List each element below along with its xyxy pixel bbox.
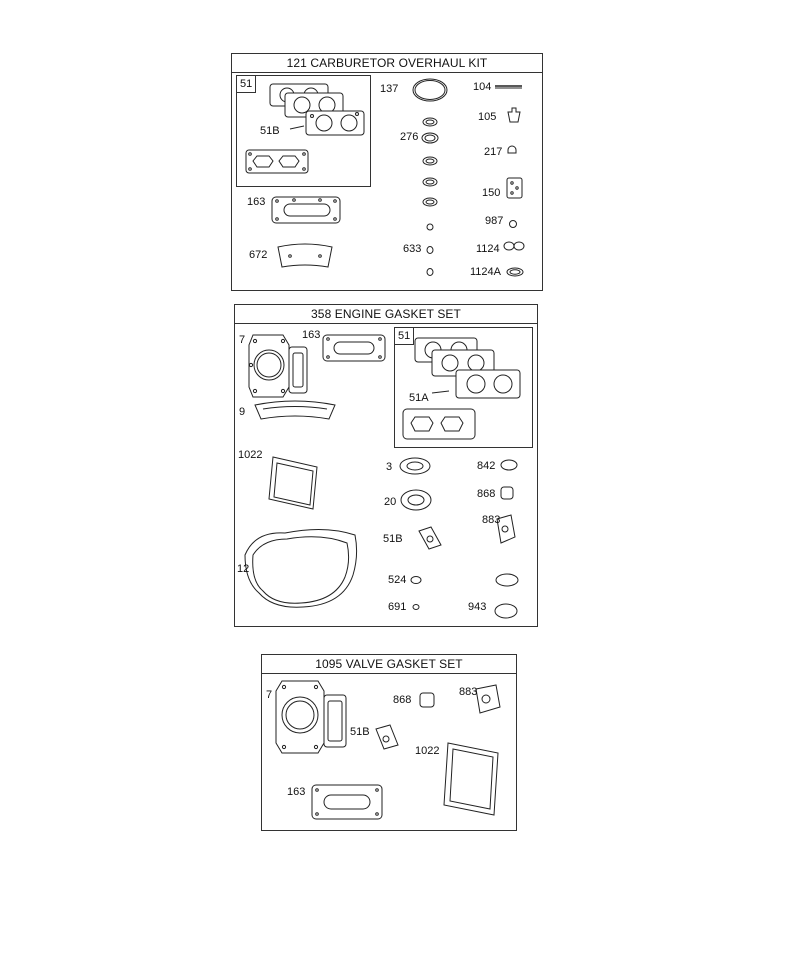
callout-883-c: 883 xyxy=(459,686,478,698)
callout-633: 633 xyxy=(403,243,422,255)
part-217 xyxy=(508,146,516,153)
callout-105: 105 xyxy=(478,111,497,123)
callout-1124: 1124 xyxy=(476,243,500,255)
callout-1022: 1022 xyxy=(238,449,263,461)
head-gasket-7-drawing-2 xyxy=(276,681,346,753)
part-9 xyxy=(255,401,335,419)
callout-1022-c: 1022 xyxy=(415,745,440,757)
callout-883: 883 xyxy=(482,514,501,526)
needle-105 xyxy=(508,108,520,122)
callout-3: 3 xyxy=(386,461,393,473)
callout-868-c: 868 xyxy=(393,694,412,706)
valve-cover-gasket-1022-drawing xyxy=(269,457,317,509)
part-150 xyxy=(507,178,522,198)
carb-base-gasket-drawing-2 xyxy=(403,409,475,439)
valve-gasket-set-panel xyxy=(261,654,517,831)
callout-51a: 51A xyxy=(409,392,429,404)
callout-51b-b: 51B xyxy=(383,533,403,545)
valve-cover-gasket-1022-drawing-2 xyxy=(444,743,498,815)
callout-12: 12 xyxy=(237,563,250,575)
callout-943: 943 xyxy=(468,601,487,613)
callout-20: 20 xyxy=(384,496,397,508)
callout-217: 217 xyxy=(484,146,503,158)
subkit-51-label: 51 xyxy=(237,76,256,93)
callout-672: 672 xyxy=(249,249,268,261)
callout-163-c: 163 xyxy=(287,786,306,798)
callout-842: 842 xyxy=(477,460,496,472)
callout-276: 276 xyxy=(400,131,419,143)
callout-163-b: 163 xyxy=(302,329,321,341)
callout-163: 163 xyxy=(247,196,266,208)
kit-121-title: 121 CARBURETOR OVERHAUL KIT xyxy=(232,54,542,73)
callout-51b-c: 51B xyxy=(350,726,370,738)
engine-gasket-set-panel xyxy=(234,304,538,627)
part-51b-drawing xyxy=(376,725,398,749)
part-672 xyxy=(278,244,332,267)
callout-524: 524 xyxy=(388,574,407,586)
carburetor-overhaul-kit-panel xyxy=(231,53,543,291)
carb-base-gasket-drawing xyxy=(246,150,308,173)
callout-691: 691 xyxy=(388,601,407,613)
kit-358-title: 358 ENGINE GASKET SET xyxy=(235,305,537,324)
leader-51b xyxy=(290,126,304,129)
callout-104: 104 xyxy=(473,81,492,93)
part-883-drawing xyxy=(476,685,500,713)
part-868-drawing xyxy=(420,693,434,707)
carb-gasket-stack-drawing-2 xyxy=(415,338,520,398)
callout-987: 987 xyxy=(485,215,504,227)
callout-7: 7 xyxy=(239,334,246,346)
head-gasket-7-drawing xyxy=(249,335,307,397)
kit-1095-title: 1095 VALVE GASKET SET xyxy=(262,655,516,674)
o-ring-137 xyxy=(413,79,447,101)
callout-1124a: 1124A xyxy=(470,266,501,278)
callout-7-c: 7 xyxy=(266,689,273,701)
callout-9: 9 xyxy=(239,406,246,418)
gasket-163-drawing-2 xyxy=(323,335,385,361)
callout-137: 137 xyxy=(380,83,399,95)
gasket-163-drawing-3 xyxy=(312,785,382,819)
callout-51b: 51B xyxy=(260,125,280,137)
callout-150: 150 xyxy=(482,187,501,199)
callout-868: 868 xyxy=(477,488,496,500)
gasket-163-drawing xyxy=(272,197,340,223)
subkit-51-label-2: 51 xyxy=(395,328,414,345)
carb-gasket-stack-drawing xyxy=(270,84,364,135)
washer-column xyxy=(422,118,438,276)
valve-gasket-parts-art xyxy=(262,655,516,830)
